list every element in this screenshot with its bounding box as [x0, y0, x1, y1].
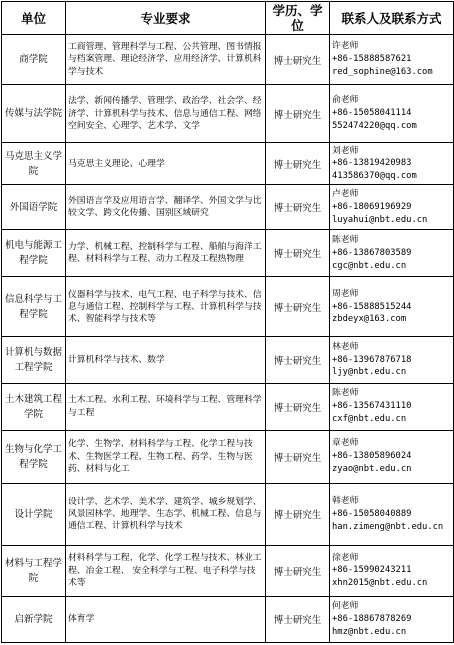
table-row	[2, 185, 454, 230]
table-row	[2, 483, 454, 545]
contact-email[interactable]: ljy@nbt.edu.cn	[332, 367, 407, 378]
contact-phone: +86-13819420983	[332, 158, 412, 169]
contact-email[interactable]: xhn2015@nbt.edu.cn	[332, 578, 428, 589]
major-cell: 计算机科学与技术、数学	[66, 337, 266, 383]
contact-name: 俞老师	[332, 95, 359, 106]
contact-cell	[330, 430, 454, 483]
contact-phone: +86-15058041114	[332, 108, 412, 119]
unit-cell: 商学院	[2, 35, 66, 85]
unit-cell: 机电与能源工程学院	[2, 230, 66, 277]
contact-name: 章老师	[332, 438, 359, 449]
contact-email[interactable]: luyahui@nbt.edu.cn	[332, 214, 428, 225]
contact-email[interactable]: cxf@nbt.edu.cn	[332, 413, 407, 424]
major-cell: 体育学	[66, 596, 266, 642]
contact-cell	[330, 85, 454, 143]
contact-phone: +86-15990243211	[332, 565, 412, 576]
unit-cell: 生物与化学工程学院	[2, 430, 66, 483]
contact-email[interactable]: hmz@nbt.edu.cn	[332, 626, 407, 637]
major-cell: 力学、机械工程、控制科学与工程、船舶与海洋工程、材料科学与工程、动力工程及工程热物理	[66, 230, 266, 277]
degree-cell: 博士研究生	[266, 35, 330, 85]
major-cell: 仪器科学与技术、电气工程、电子科学与技术、信息与通信工程、控制科学与工程、计算机科学与技术、智能科学与技术等	[66, 277, 266, 337]
table-row	[2, 383, 454, 430]
unit-cell: 设计学院	[2, 483, 66, 545]
contact-name: 何老师	[332, 601, 359, 612]
contact-email[interactable]: 413586370@qq.com	[332, 171, 417, 182]
contact-email[interactable]: han.zimeng@nbt.edu.cn	[332, 521, 444, 532]
table-row	[2, 430, 454, 483]
major-cell: 设计学、艺术学、美术学、建筑学、城乡规划学、风景园林学、地理学、生态学、机械工程、信息与通信工程、计算机科学与技术	[66, 483, 266, 545]
major-cell: 外国语言学及应用语言学、翻译学、外国文学与比较文学、跨文化传播、国别区域研究	[66, 185, 266, 230]
degree-cell: 博士研究生	[266, 230, 330, 277]
unit-cell: 计算机与数据工程学院	[2, 337, 66, 383]
contact-cell	[330, 277, 454, 337]
recruitment-table	[1, 1, 454, 643]
contact-cell	[330, 230, 454, 277]
contact-name: 周老师	[332, 288, 359, 299]
contact-name: 许老师	[332, 41, 359, 52]
unit-cell: 外国语学院	[2, 185, 66, 230]
unit-cell: 信息科学与工程学院	[2, 277, 66, 337]
contact-cell	[330, 545, 454, 596]
header-unit: 单位	[2, 2, 66, 35]
contact-email[interactable]: red_sophine@163.com	[332, 66, 433, 77]
contact-name: 陈老师	[332, 235, 359, 246]
unit-cell: 材料与工程学院	[2, 545, 66, 596]
contact-cell	[330, 337, 454, 383]
contact-name: 卢老师	[332, 189, 359, 200]
major-cell: 马克思主义理论、心理学	[66, 143, 266, 185]
major-cell: 土木工程、水利工程、环境科学与工程、管理科学与工程	[66, 383, 266, 430]
header-contact: 联系人及联系方式	[330, 2, 454, 35]
major-cell: 法学、新闻传播学、管理学、政治学、社会学、经济学、计算机科学与技术、信息与通信工程、网络空间安全、心理学、艺术学、文学	[66, 85, 266, 143]
contact-cell	[330, 596, 454, 642]
contact-phone: +86-15888587621	[332, 54, 412, 65]
contact-cell	[330, 35, 454, 85]
contact-cell	[330, 143, 454, 185]
contact-phone: +86-15888515244	[332, 301, 412, 312]
contact-phone: +86-13967876718	[332, 354, 412, 365]
table-row	[2, 143, 454, 185]
degree-cell: 博士研究生	[266, 430, 330, 483]
contact-email[interactable]: cgc@nbt.edu.cn	[332, 260, 407, 271]
table-row	[2, 85, 454, 143]
table-row	[2, 596, 454, 642]
degree-cell: 博士研究生	[266, 143, 330, 185]
table-row	[2, 230, 454, 277]
major-cell: 化学、生物学、材料科学与工程、化学工程与技术、生物医学工程、生物工程、药学、生物与医药、材料与化工	[66, 430, 266, 483]
contact-name: 陈老师	[332, 388, 359, 399]
contact-phone: +86-13567431110	[332, 401, 412, 412]
contact-phone: +86-18867878269	[332, 614, 412, 625]
contact-name: 刘老师	[332, 145, 359, 156]
degree-cell: 博士研究生	[266, 277, 330, 337]
contact-cell	[330, 185, 454, 230]
header-degree: 学历、学位	[266, 2, 330, 35]
contact-email[interactable]: 552474220@qq.com	[332, 121, 417, 132]
degree-cell: 博士研究生	[266, 337, 330, 383]
degree-cell: 博士研究生	[266, 185, 330, 230]
contact-phone: +86-13867803589	[332, 247, 412, 258]
contact-email[interactable]: zyao@nbt.edu.cn	[332, 464, 412, 475]
contact-phone: +86-15058040889	[332, 508, 412, 519]
contact-name: 韩老师	[332, 496, 359, 506]
degree-cell: 博士研究生	[266, 383, 330, 430]
degree-cell: 博士研究生	[266, 545, 330, 596]
contact-email[interactable]: zbdeyx@163.com	[332, 314, 407, 325]
unit-cell: 启新学院	[2, 596, 66, 642]
major-cell: 工商管理、管理科学与工程、公共管理、图书情报与档案管理、理论经济学、应用经济学、计算机科学与技术	[66, 35, 266, 85]
unit-cell: 传媒与法学院	[2, 85, 66, 143]
table-row	[2, 545, 454, 596]
contact-phone: +86-18069196929	[332, 201, 412, 212]
unit-cell: 土木建筑工程学院	[2, 383, 66, 430]
degree-cell: 博士研究生	[266, 483, 330, 545]
contact-cell	[330, 483, 454, 545]
contact-phone: +86-13805896024	[332, 451, 412, 462]
table-row	[2, 35, 454, 85]
contact-name: 徐老师	[332, 552, 359, 563]
table-row	[2, 337, 454, 383]
degree-cell: 博士研究生	[266, 596, 330, 642]
table-row	[2, 277, 454, 337]
major-cell: 材料科学与工程、化学、化学工程与技术、林业工程、冶金工程、 安全科学与工程、电子科学与技术等	[66, 545, 266, 596]
contact-cell	[330, 383, 454, 430]
header-major: 专业要求	[66, 2, 266, 35]
header-row	[2, 2, 454, 35]
contact-name: 林老师	[332, 341, 359, 352]
unit-cell: 马克思主义学院	[2, 143, 66, 185]
degree-cell: 博士研究生	[266, 85, 330, 143]
